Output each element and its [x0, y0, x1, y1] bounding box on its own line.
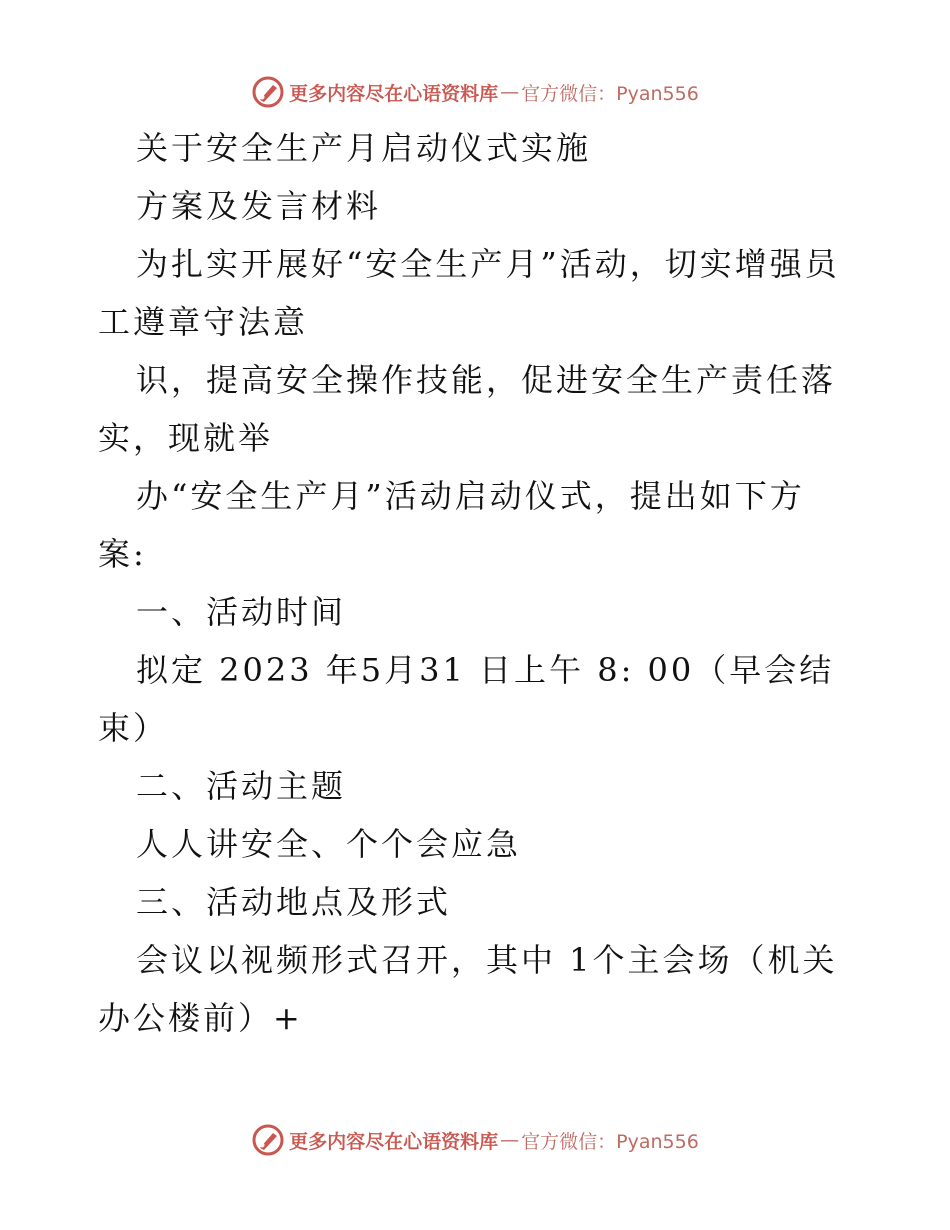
section-heading: 一、活动时间 [136, 593, 347, 631]
watermark-dash: — [500, 81, 520, 103]
watermark-site-text: 更多内容尽在心语资料库 [289, 82, 499, 105]
title-line-2: 方案及发言材料 [136, 187, 382, 225]
paragraph-line: 人人讲安全、个个会应急 [136, 825, 522, 863]
paragraph-line: 会议以视频形式召开，其中 1个主会场（机关 [136, 941, 838, 979]
paragraph-line: 识，提高安全操作技能，促进安全生产责任落 [136, 361, 837, 399]
paragraph-line: 拟定 2023 年5月31 日上午 8: 00（早会结 [136, 651, 835, 689]
watermark-wechat-text: 官方微信：Pyan556 [521, 1130, 699, 1153]
watermark-wechat-text: 官方微信：Pyan556 [521, 82, 699, 105]
paragraph-line: 束） [98, 709, 169, 747]
paragraph-line: 工遵章守法意 [98, 303, 309, 341]
pen-logo-icon [251, 1123, 285, 1157]
watermark-site-text: 更多内容尽在心语资料库 [289, 1130, 499, 1153]
section-heading: 二、活动主题 [136, 767, 347, 805]
section-heading: 三、活动地点及形式 [136, 883, 452, 921]
header-watermark [0, 72, 950, 112]
paragraph-line: 办公楼前）+ [98, 999, 303, 1037]
paragraph-line: 办“安全生产月”活动启动仪式，提出如下方 [136, 477, 805, 515]
pen-logo-icon [251, 75, 285, 109]
paragraph-line: 为扎实开展好“安全生产月”活动，切实增强员 [136, 245, 840, 283]
footer-watermark [0, 1120, 950, 1160]
paragraph-line: 案: [98, 535, 147, 573]
title-line-1: 关于安全生产月启动仪式实施 [136, 129, 592, 167]
paragraph-line: 实，现就举 [98, 419, 274, 457]
watermark-dash: — [500, 1129, 520, 1151]
